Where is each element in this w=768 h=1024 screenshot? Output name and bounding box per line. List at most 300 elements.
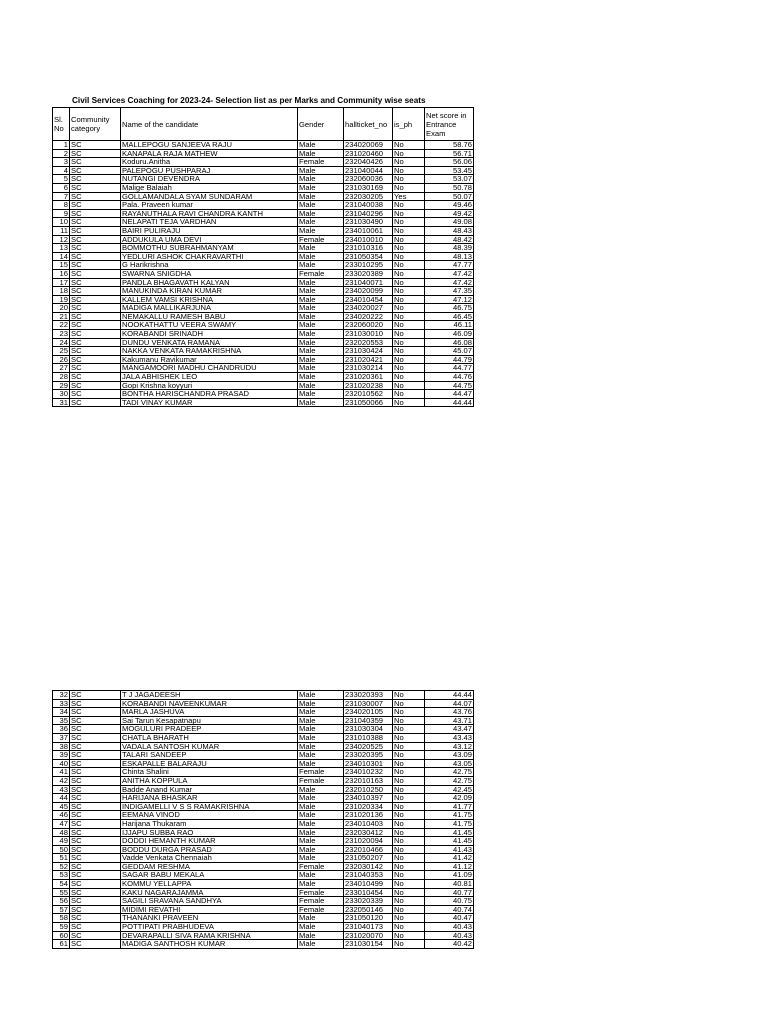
sl-no-cell: 25: [53, 347, 70, 356]
community-cell: SC: [70, 837, 121, 846]
community-cell: SC: [70, 149, 121, 158]
hallticket-cell: 234020525: [344, 742, 393, 751]
hallticket-cell: 234010403: [344, 819, 393, 828]
sl-no-cell: 53: [53, 871, 70, 880]
sl-no-cell: 58: [53, 914, 70, 923]
candidate-name-cell: MANUKINDA KIRAN KUMAR: [121, 287, 298, 296]
gender-cell: Male: [298, 183, 344, 192]
is-ph-cell: Yes: [393, 192, 425, 201]
is-ph-cell: No: [393, 295, 425, 304]
community-cell: SC: [70, 914, 121, 923]
net-score-cell: 41.12: [425, 862, 474, 871]
is-ph-cell: No: [393, 269, 425, 278]
is-ph-cell: No: [393, 837, 425, 846]
net-score-cell: 43.05: [425, 759, 474, 768]
candidate-name-cell: BAIRI PULIRAJU: [121, 226, 298, 235]
table-row: [53, 862, 474, 871]
hallticket-cell: 232010250: [344, 785, 393, 794]
community-cell: SC: [70, 269, 121, 278]
community-cell: SC: [70, 312, 121, 321]
candidate-name-cell: NELAPATI TEJA VARDHAN: [121, 218, 298, 227]
gender-cell: Male: [298, 742, 344, 751]
table-row: [53, 880, 474, 889]
gender-cell: Male: [298, 854, 344, 863]
table-row: [53, 373, 474, 382]
sl-no-cell: 41: [53, 768, 70, 777]
gender-cell: Male: [298, 759, 344, 768]
community-cell: SC: [70, 768, 121, 777]
is-ph-cell: No: [393, 862, 425, 871]
is-ph-cell: No: [393, 244, 425, 253]
candidate-name-cell: MADIGA SANTHOSH KUMAR: [121, 940, 298, 949]
is-ph-cell: No: [393, 819, 425, 828]
table-row: [53, 166, 474, 175]
sl-no-cell: 27: [53, 364, 70, 373]
candidate-name-cell: SAGILI SRAVANA SANDHYA: [121, 897, 298, 906]
candidate-name-cell: G Harikrishna: [121, 261, 298, 270]
sl-no-cell: 61: [53, 940, 70, 949]
candidate-name-cell: MADIGA MALLIKARJUNA: [121, 304, 298, 313]
gender-cell: Male: [298, 381, 344, 390]
gender-cell: Male: [298, 373, 344, 382]
sl-no-cell: 18: [53, 287, 70, 296]
hallticket-cell: 231020070: [344, 931, 393, 940]
candidate-name-cell: NAKKA VENKATA RAMAKRISHNA: [121, 347, 298, 356]
sl-no-cell: 47: [53, 819, 70, 828]
is-ph-cell: No: [393, 776, 425, 785]
hallticket-cell: 231030490: [344, 218, 393, 227]
hallticket-cell: 232010562: [344, 390, 393, 399]
gender-cell: Female: [298, 905, 344, 914]
hallticket-cell: 231020238: [344, 381, 393, 390]
sl-no-cell: 37: [53, 733, 70, 742]
is-ph-cell: No: [393, 802, 425, 811]
sl-no-cell: 48: [53, 828, 70, 837]
is-ph-cell: No: [393, 811, 425, 820]
gender-cell: Male: [298, 828, 344, 837]
table-row: [53, 355, 474, 364]
candidate-name-cell: MIDIMI REVATHI: [121, 905, 298, 914]
gender-cell: Male: [298, 699, 344, 708]
gender-cell: Female: [298, 768, 344, 777]
table-row: [53, 751, 474, 760]
net-score-cell: 41.75: [425, 819, 474, 828]
sl-no-cell: 24: [53, 338, 70, 347]
is-ph-cell: No: [393, 209, 425, 218]
gender-cell: Male: [298, 716, 344, 725]
community-cell: SC: [70, 751, 121, 760]
hallticket-cell: 232060036: [344, 175, 393, 184]
net-score-cell: 44.76: [425, 373, 474, 382]
community-cell: SC: [70, 226, 121, 235]
net-score-cell: 49.46: [425, 201, 474, 210]
gender-cell: Male: [298, 880, 344, 889]
table-row: [53, 699, 474, 708]
candidate-name-cell: Kakumanu Ravikumar: [121, 355, 298, 364]
table-row: [53, 269, 474, 278]
hallticket-cell: 233010295: [344, 261, 393, 270]
table-row: [53, 802, 474, 811]
gender-cell: Male: [298, 364, 344, 373]
table-row: [53, 923, 474, 932]
hallticket-cell: 232030205: [344, 192, 393, 201]
sl-no-cell: 15: [53, 261, 70, 270]
net-score-cell: 53.07: [425, 175, 474, 184]
hallticket-cell: 231010316: [344, 244, 393, 253]
net-score-cell: 58.76: [425, 141, 474, 150]
table-row: [53, 330, 474, 339]
is-ph-cell: No: [393, 201, 425, 210]
table-row: [53, 209, 474, 218]
is-ph-cell: No: [393, 141, 425, 150]
gender-cell: Female: [298, 776, 344, 785]
is-ph-cell: No: [393, 347, 425, 356]
hallticket-cell: 231050066: [344, 398, 393, 407]
hallticket-cell: 231020421: [344, 355, 393, 364]
candidate-name-cell: THANANKI PRAVEEN: [121, 914, 298, 923]
table-row: [53, 691, 474, 700]
table-row: [53, 871, 474, 880]
net-score-cell: 47.42: [425, 278, 474, 287]
hallticket-cell: 233020393: [344, 691, 393, 700]
candidate-name-cell: KORABANDI SRINADH: [121, 330, 298, 339]
net-score-cell: 42.75: [425, 776, 474, 785]
net-score-cell: 44.44: [425, 398, 474, 407]
net-score-cell: 45.07: [425, 347, 474, 356]
header-hallticket-no: hallticket_no: [344, 108, 393, 141]
candidate-name-cell: NUTANGI DEVENDRA: [121, 175, 298, 184]
hallticket-cell: 233010454: [344, 888, 393, 897]
is-ph-cell: No: [393, 751, 425, 760]
net-score-cell: 40.74: [425, 905, 474, 914]
gender-cell: Male: [298, 819, 344, 828]
community-cell: SC: [70, 897, 121, 906]
is-ph-cell: No: [393, 330, 425, 339]
hallticket-cell: 231030424: [344, 347, 393, 356]
table-row: [53, 192, 474, 201]
is-ph-cell: No: [393, 158, 425, 167]
hallticket-cell: 233020389: [344, 269, 393, 278]
community-cell: SC: [70, 287, 121, 296]
gender-cell: Female: [298, 158, 344, 167]
net-score-cell: 48.13: [425, 252, 474, 261]
table-row: [53, 845, 474, 854]
candidate-name-cell: KAKU NAGARAJAMMA: [121, 888, 298, 897]
community-cell: SC: [70, 794, 121, 803]
sl-no-cell: 16: [53, 269, 70, 278]
gender-cell: Female: [298, 235, 344, 244]
candidate-name-cell: Vadde Venkata Chennaiah: [121, 854, 298, 863]
candidate-name-cell: INDIGAMELLI V S S RAMAKRISHNA: [121, 802, 298, 811]
table-row: [53, 759, 474, 768]
table-row: [53, 141, 474, 150]
candidate-name-cell: MARLA JASHUVA: [121, 708, 298, 717]
gender-cell: Male: [298, 390, 344, 399]
is-ph-cell: No: [393, 768, 425, 777]
candidate-name-cell: TALARI SANDEEP: [121, 751, 298, 760]
community-cell: SC: [70, 235, 121, 244]
hallticket-cell: 232050146: [344, 905, 393, 914]
table-row: [53, 218, 474, 227]
sl-no-cell: 29: [53, 381, 70, 390]
candidate-name-cell: Chinta Shalini: [121, 768, 298, 777]
gender-cell: Male: [298, 708, 344, 717]
table-row: [53, 321, 474, 330]
candidate-name-cell: ADDUKULA UMA DEVI: [121, 235, 298, 244]
is-ph-cell: No: [393, 373, 425, 382]
sl-no-cell: 10: [53, 218, 70, 227]
gender-cell: Male: [298, 244, 344, 253]
community-cell: SC: [70, 940, 121, 949]
candidate-name-cell: DUNDU VENKATA RAMANA: [121, 338, 298, 347]
gender-cell: Male: [298, 871, 344, 880]
community-cell: SC: [70, 175, 121, 184]
net-score-cell: 47.77: [425, 261, 474, 270]
hallticket-cell: 232030142: [344, 862, 393, 871]
is-ph-cell: No: [393, 261, 425, 270]
hallticket-cell: 231030169: [344, 183, 393, 192]
sl-no-cell: 11: [53, 226, 70, 235]
community-cell: SC: [70, 158, 121, 167]
community-cell: SC: [70, 183, 121, 192]
is-ph-cell: No: [393, 287, 425, 296]
community-cell: SC: [70, 201, 121, 210]
gender-cell: Male: [298, 252, 344, 261]
gender-cell: Male: [298, 837, 344, 846]
gender-cell: Male: [298, 209, 344, 218]
candidate-name-cell: PALEPOGU PUSHPARAJ: [121, 166, 298, 175]
sl-no-cell: 49: [53, 837, 70, 846]
sl-no-cell: 30: [53, 390, 70, 399]
net-score-cell: 43.47: [425, 725, 474, 734]
sl-no-cell: 34: [53, 708, 70, 717]
net-score-cell: 53.45: [425, 166, 474, 175]
candidate-name-cell: BOMMOTHU SUBRAHMANYAM: [121, 244, 298, 253]
community-cell: SC: [70, 218, 121, 227]
table-row: [53, 708, 474, 717]
sl-no-cell: 38: [53, 742, 70, 751]
header-candidate-name: Name of the candidate: [121, 108, 298, 141]
sl-no-cell: 52: [53, 862, 70, 871]
is-ph-cell: No: [393, 355, 425, 364]
gender-cell: Male: [298, 149, 344, 158]
net-score-cell: 43.76: [425, 708, 474, 717]
is-ph-cell: No: [393, 312, 425, 321]
community-cell: SC: [70, 373, 121, 382]
table-row: [53, 261, 474, 270]
gender-cell: Male: [298, 312, 344, 321]
candidate-name-cell: Gopi Krishna koyyuri: [121, 381, 298, 390]
sl-no-cell: 56: [53, 897, 70, 906]
community-cell: SC: [70, 811, 121, 820]
hallticket-cell: 233020339: [344, 897, 393, 906]
community-cell: SC: [70, 905, 121, 914]
is-ph-cell: No: [393, 794, 425, 803]
is-ph-cell: No: [393, 940, 425, 949]
gender-cell: Male: [298, 261, 344, 270]
candidate-name-cell: KANAPALA RAJA MATHEW: [121, 149, 298, 158]
net-score-cell: 46.09: [425, 330, 474, 339]
table-row: [53, 252, 474, 261]
is-ph-cell: No: [393, 691, 425, 700]
hallticket-cell: 234010061: [344, 226, 393, 235]
sl-no-cell: 3: [53, 158, 70, 167]
table-row: [53, 149, 474, 158]
community-cell: SC: [70, 733, 121, 742]
gender-cell: Male: [298, 218, 344, 227]
gender-cell: Male: [298, 321, 344, 330]
table-row: [53, 914, 474, 923]
sl-no-cell: 7: [53, 192, 70, 201]
is-ph-cell: No: [393, 880, 425, 889]
hallticket-cell: 231020136: [344, 811, 393, 820]
community-cell: SC: [70, 819, 121, 828]
community-cell: SC: [70, 845, 121, 854]
sl-no-cell: 35: [53, 716, 70, 725]
community-cell: SC: [70, 338, 121, 347]
gender-cell: Male: [298, 347, 344, 356]
table-row: [53, 287, 474, 296]
candidate-name-cell: HARIJANA BHASKAR: [121, 794, 298, 803]
is-ph-cell: No: [393, 828, 425, 837]
hallticket-cell: 231050207: [344, 854, 393, 863]
hallticket-cell: 234010301: [344, 759, 393, 768]
candidate-name-cell: DEVARAPALLI SIVA RAMA KRISHNA: [121, 931, 298, 940]
is-ph-cell: No: [393, 854, 425, 863]
is-ph-cell: No: [393, 398, 425, 407]
is-ph-cell: No: [393, 218, 425, 227]
candidate-name-cell: SAGAR BABU MEKALA: [121, 871, 298, 880]
net-score-cell: 41.75: [425, 811, 474, 820]
net-score-cell: 43.71: [425, 716, 474, 725]
candidate-name-cell: BODDU DURGA PRASAD: [121, 845, 298, 854]
table-row: [53, 304, 474, 313]
is-ph-cell: No: [393, 905, 425, 914]
hallticket-cell: 232010466: [344, 845, 393, 854]
candidate-name-cell: Sai Tarun Kesapatnapu: [121, 716, 298, 725]
net-score-cell: 49.42: [425, 209, 474, 218]
candidate-name-cell: GOLLAMANDALA SYAM SUNDARAM: [121, 192, 298, 201]
community-cell: SC: [70, 252, 121, 261]
sl-no-cell: 6: [53, 183, 70, 192]
is-ph-cell: No: [393, 166, 425, 175]
hallticket-cell: 232030412: [344, 828, 393, 837]
net-score-cell: 41.09: [425, 871, 474, 880]
table-row: [53, 398, 474, 407]
community-cell: SC: [70, 828, 121, 837]
sl-no-cell: 23: [53, 330, 70, 339]
gender-cell: Female: [298, 269, 344, 278]
net-score-cell: 47.42: [425, 269, 474, 278]
table-row: [53, 381, 474, 390]
gender-cell: Male: [298, 931, 344, 940]
sl-no-cell: 59: [53, 923, 70, 932]
net-score-cell: 40.75: [425, 897, 474, 906]
net-score-cell: 40.42: [425, 940, 474, 949]
table-row: [53, 244, 474, 253]
community-cell: SC: [70, 931, 121, 940]
sl-no-cell: 51: [53, 854, 70, 863]
community-cell: SC: [70, 304, 121, 313]
hallticket-cell: 231030007: [344, 699, 393, 708]
community-cell: SC: [70, 923, 121, 932]
is-ph-cell: No: [393, 235, 425, 244]
hallticket-cell: 234010454: [344, 295, 393, 304]
sl-no-cell: 22: [53, 321, 70, 330]
sl-no-cell: 55: [53, 888, 70, 897]
gender-cell: Male: [298, 287, 344, 296]
net-score-cell: 50.07: [425, 192, 474, 201]
net-score-cell: 40.77: [425, 888, 474, 897]
sl-no-cell: 32: [53, 691, 70, 700]
is-ph-cell: No: [393, 390, 425, 399]
candidate-name-cell: MANGAMOORI MADHU CHANDRUDU: [121, 364, 298, 373]
hallticket-cell: 231030214: [344, 364, 393, 373]
candidate-name-cell: ESKAPALLE BALARAJU: [121, 759, 298, 768]
community-cell: SC: [70, 691, 121, 700]
table-row: [53, 158, 474, 167]
is-ph-cell: No: [393, 888, 425, 897]
net-score-cell: 44.75: [425, 381, 474, 390]
candidate-name-cell: T J JAGADEESH: [121, 691, 298, 700]
net-score-cell: 46.45: [425, 312, 474, 321]
hallticket-cell: 231050120: [344, 914, 393, 923]
candidate-name-cell: KOMMU YELLAPPA: [121, 880, 298, 889]
is-ph-cell: No: [393, 252, 425, 261]
gender-cell: Male: [298, 330, 344, 339]
net-score-cell: 42.45: [425, 785, 474, 794]
table-row: [53, 733, 474, 742]
table-row: [53, 390, 474, 399]
is-ph-cell: No: [393, 321, 425, 330]
net-score-cell: 44.07: [425, 699, 474, 708]
hallticket-cell: 231040359: [344, 716, 393, 725]
community-cell: SC: [70, 321, 121, 330]
net-score-cell: 41.45: [425, 837, 474, 846]
header-is-ph: is_ph: [393, 108, 425, 141]
is-ph-cell: No: [393, 785, 425, 794]
is-ph-cell: No: [393, 871, 425, 880]
candidate-name-cell: Pala. Praveen kumar: [121, 201, 298, 210]
candidate-name-cell: ANITHA KOPPULA: [121, 776, 298, 785]
net-score-cell: 41.42: [425, 854, 474, 863]
candidate-name-cell: Malige Balaiah: [121, 183, 298, 192]
community-cell: SC: [70, 209, 121, 218]
header-community-category: Community category: [70, 108, 121, 141]
hallticket-cell: 234010499: [344, 880, 393, 889]
gender-cell: Male: [298, 811, 344, 820]
community-cell: SC: [70, 725, 121, 734]
sl-no-cell: 54: [53, 880, 70, 889]
community-cell: SC: [70, 776, 121, 785]
hallticket-cell: 234020105: [344, 708, 393, 717]
table-row: [53, 854, 474, 863]
sl-no-cell: 1: [53, 141, 70, 150]
net-score-cell: 46.08: [425, 338, 474, 347]
hallticket-cell: 232020553: [344, 338, 393, 347]
candidate-name-cell: TADI VINAY KUMAR: [121, 398, 298, 407]
is-ph-cell: No: [393, 278, 425, 287]
community-cell: SC: [70, 330, 121, 339]
candidate-name-cell: Harijana Thukaram: [121, 819, 298, 828]
sl-no-cell: 12: [53, 235, 70, 244]
hallticket-cell: 232060020: [344, 321, 393, 330]
gender-cell: Male: [298, 226, 344, 235]
is-ph-cell: No: [393, 175, 425, 184]
sl-no-cell: 26: [53, 355, 70, 364]
community-cell: SC: [70, 699, 121, 708]
gender-cell: Male: [298, 691, 344, 700]
